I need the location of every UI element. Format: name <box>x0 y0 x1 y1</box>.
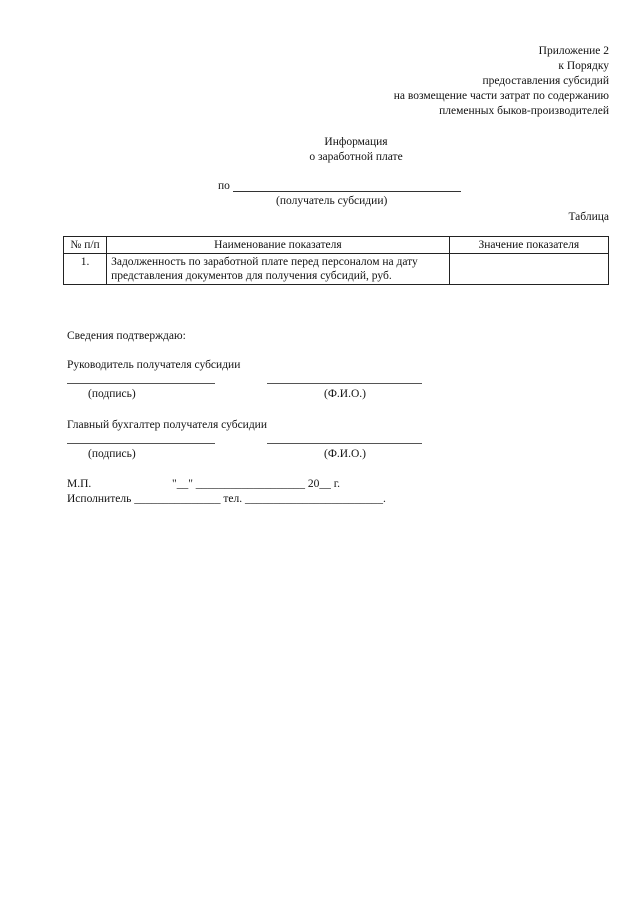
chief-accountant-label: Главный бухгалтер получателя субсидии <box>67 419 267 431</box>
chief-signature-caption: (подпись) <box>88 448 136 460</box>
head-fio-blank <box>267 382 422 384</box>
document-title: Информация <box>324 136 388 148</box>
info-table <box>63 236 609 285</box>
head-signature-blank <box>67 382 215 384</box>
table-label: Таблица <box>568 211 609 223</box>
chief-signature-blank <box>67 442 215 444</box>
row-indicator-value <box>449 254 608 285</box>
document-subtitle: о заработной плате <box>309 151 403 163</box>
chief-fio-blank <box>267 442 422 444</box>
appendix-line: предоставления субсидий <box>482 75 609 87</box>
stamp-place-label: М.П. <box>67 478 92 490</box>
date-line: "__" ___________________ 20__ г. <box>172 478 341 490</box>
po-label: по <box>218 180 230 192</box>
row-indicator-name: Задолженность по заработной плате перед персоналом на дату представления документов для получения субсидий, руб. <box>107 254 450 285</box>
recipient-caption: (получатель субсидии) <box>276 195 388 207</box>
confirmation-text: Сведения подтверждаю: <box>67 330 186 342</box>
recipient-blank <box>233 179 461 192</box>
table-row <box>64 254 609 285</box>
header-number: № п/п <box>64 237 107 254</box>
chief-fio-caption: (Ф.И.О.) <box>324 448 366 460</box>
head-fio-caption: (Ф.И.О.) <box>324 388 366 400</box>
appendix-line: племенных быков-производителей <box>439 105 609 117</box>
executor-line: Исполнитель _______________ тел. ________________________. <box>67 493 386 505</box>
table-header-row <box>64 237 609 254</box>
appendix-block <box>209 44 609 119</box>
row-number: 1. <box>64 254 107 285</box>
head-label: Руководитель получателя субсидии <box>67 359 241 371</box>
appendix-line: Приложение 2 <box>538 45 609 57</box>
header-indicator-value: Значение показателя <box>449 237 608 254</box>
head-signature-caption: (подпись) <box>88 388 136 400</box>
appendix-line: на возмещение части затрат по содержанию <box>393 90 609 102</box>
header-indicator-name: Наименование показателя <box>107 237 450 254</box>
appendix-line: к Порядку <box>558 60 609 72</box>
